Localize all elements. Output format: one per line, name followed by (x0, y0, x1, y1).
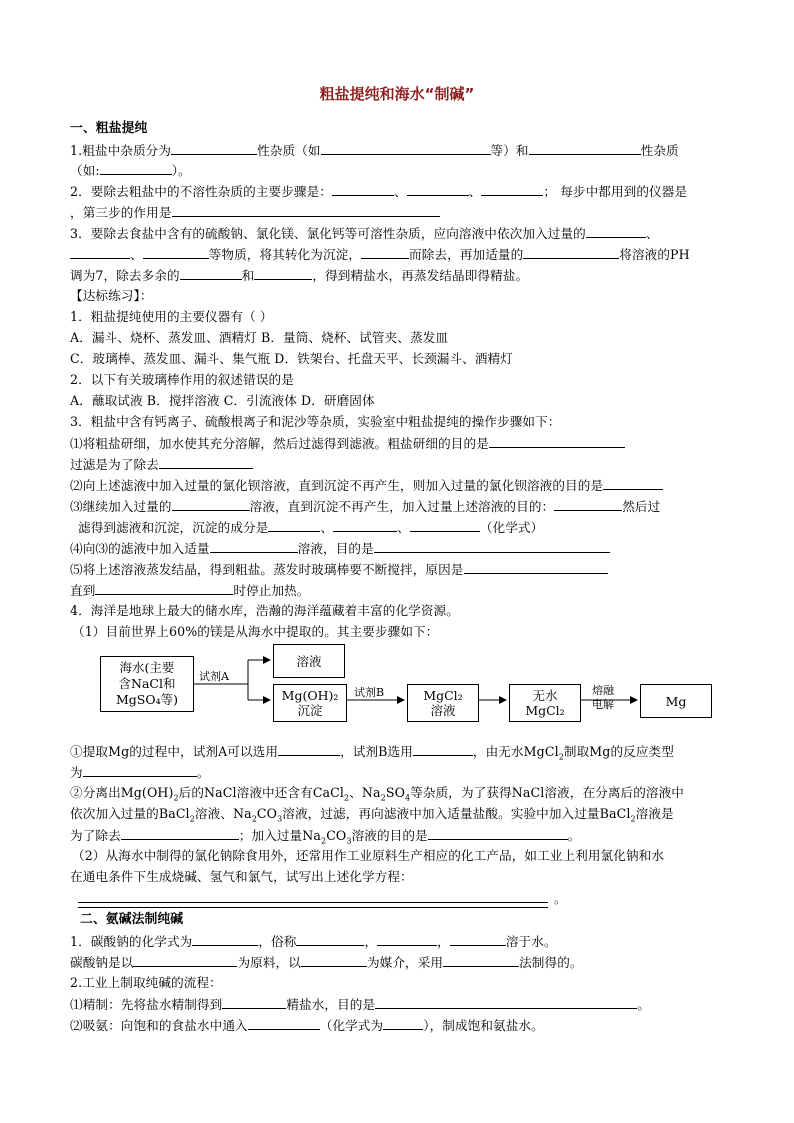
q4-sub-1: ①提取Mg的过程中，试剂A可以选用 ，试剂B选用 ，由无水MgCl$_2$制取Mg的反应类型 (70, 744, 674, 762)
s2-line-1: 1．碳酸钠的化学式为 ，俗称 ， ， 溶于水。 (70, 934, 557, 949)
flow-electrolysis-label: 熔融 电解 (592, 684, 614, 711)
answer-blank[interactable] (413, 742, 473, 756)
section-divider (78, 907, 548, 908)
q1: 1．粗盐提纯使用的主要仪器有（ ） (70, 309, 273, 324)
answer-blank[interactable] (83, 763, 197, 777)
q4-sub-1b: 为 。 (70, 765, 210, 780)
section-1-heading: 一、粗盐提纯 (70, 121, 148, 136)
answer-blank[interactable] (375, 995, 637, 1009)
s1-line-3: 2．要除去粗盐中的不溶性杂质的主要步骤是： 、 、 ； 每步中都用到的仪器是 (70, 184, 688, 199)
q4-part-1: （1）目前世界上60%的镁是从海水中提取的。其主要步骤如下： (72, 624, 439, 639)
answer-blank[interactable] (121, 826, 239, 840)
answer-blank[interactable] (428, 826, 568, 840)
q3-step-3: ⑶继续加入过量的 溶液，直到沉淀不再产生，加入过量上述溶液的目的： 然后过 (70, 499, 661, 514)
answer-blank[interactable] (443, 953, 519, 967)
answer-blank[interactable] (301, 953, 367, 967)
q3: 3．粗盐中含有钙离子、硫酸根离子和泥沙等杂质，实验室中粗盐提纯的操作步骤如下： (70, 414, 561, 429)
answer-blank[interactable] (192, 932, 258, 946)
answer-blank[interactable] (248, 1016, 320, 1030)
flow-reagent-b-label: 试剂B (354, 686, 385, 699)
answer-blank[interactable] (450, 932, 506, 946)
flow-mgoh2-box: Mg(OH)₂ 沉淀 (273, 684, 347, 722)
s1-line-1: 1.粗盐中杂质分为 性杂质（如 等）和 性杂质 (70, 143, 679, 158)
page-title: 粗盐提纯和海水“制碱” (319, 85, 475, 103)
q3-step-5b: 直到 时停止加热。 (70, 583, 310, 598)
answer-blank[interactable] (377, 932, 437, 946)
answer-blank[interactable] (296, 932, 364, 946)
practice-heading: 【达标练习】： (70, 288, 153, 303)
s1-line-7: 调为7，除去多余的 和 ，得到精盐水，再蒸发结晶即得精盐。 (70, 268, 529, 283)
q1-options-ab: A．漏斗、烧杯、蒸发皿、酒精灯 B．量筒、烧杯、试管夹、蒸发皿 (70, 330, 449, 345)
s1-line-6: 、 等物质，将其转化为沉淀， 而除去，再加适量的 将溶液的PH (70, 245, 690, 263)
q3-step-5: ⑸将上述溶液蒸发结晶，得到粗盐。蒸发时玻璃棒要不断搅拌，原因是 (70, 560, 608, 578)
q3-step-4: ⑷向⑶的滤液中加入适量 溶液，目的是 (70, 539, 610, 557)
q2: 2．以下有关玻璃棒作用的叙述错误的是 (70, 372, 294, 387)
q4-sub-2b: 依次加入过量的BaCl$_2$溶液、$Na_2CO_3$溶液，过滤，再向滤液中加入适量盐酸。实验中加入过量BaCl$_2$溶液是 (70, 806, 674, 824)
s2-line-2: 碳酸钠是以 为原料，以 为媒介，采用 法制得的。 (70, 955, 583, 970)
flow-reagent-a-label: 试剂A (199, 670, 229, 683)
flow-anhydrous-mgcl2-box: 无水 MgCl₂ (509, 684, 581, 722)
s2-line-3: 2.工业上制取纯碱的流程： (70, 975, 222, 990)
s1-line-2: （如: ）。 (70, 163, 191, 178)
q3-step-1: ⑴将粗盐研细，加水使其充分溶解，然后过滤得到滤液。粗盐研细的目的是 (70, 434, 625, 452)
flow-mgcl2-solution-box: MgCl₂ 溶液 (407, 684, 479, 722)
q4-sub-2c: 为了除去 ；加入过量$Na_2CO_3$溶液的目的是 。 (70, 828, 581, 846)
s1-line-4: ，第三步的作用是 (70, 203, 440, 221)
s2-line-5: ⑵吸氨：向饱和的食盐水中通入 （化学式为 ），制成饱和氨盐水。 (70, 1018, 544, 1033)
q3-step-1b: 过滤是为了除去 (70, 455, 253, 473)
q3-step-2: ⑵向上述滤液中加入过量的氯化钡溶液，直到沉淀不再产生，则加入过量的氯化钡溶液的目的是 (70, 476, 663, 494)
section-2-heading: 二、氨碱法制纯碱 (80, 912, 184, 927)
answer-blank[interactable] (222, 995, 286, 1009)
q4: 4．海洋是地球上最大的储水库，浩瀚的海洋蕴藏着丰富的化学资源。 (70, 603, 459, 618)
flow-seawater-box: 海水(主要 含NaCl和 MgSO₄等) (100, 656, 194, 712)
answer-blank[interactable] (278, 742, 340, 756)
q4-sub-2: ②分离出$Mg(OH)_2$后的NaCl溶液中还含有CaCl$_2$、$Na_2SO_4$等杂质，为了获得NaCl溶液，在分离后的溶液中 (70, 785, 684, 803)
q4-part-2b: 在通电条件下生成烧碱、氢气和氯气，试写出上述化学方程： (70, 869, 413, 884)
answer-blank[interactable] (383, 1016, 423, 1030)
s1-line-5: 3．要除去食盐中含有的硫酸钠、氯化镁、氯化钙等可溶性杂质，应向溶液中依次加入过量的 、 (70, 226, 659, 241)
answer-blank[interactable] (133, 953, 237, 967)
s2-line-4: ⑴精制：先将盐水精制得到 精盐水，目的是 。 (70, 997, 650, 1012)
answer-blank[interactable] (78, 889, 548, 903)
q4-part-2: （2）从海水中制得的氯化钠除食用外，还常用作工业原料生产相应的化工产品，如工业上利用氯化钠和水 (72, 848, 665, 863)
flow-mg-box: Mg (640, 684, 712, 718)
flow-solution-box: 溶液 (273, 644, 345, 678)
q1-options-cd: C．玻璃棒、蒸发皿、漏斗、集气瓶 D．铁架台、托盘天平、长颈漏斗、酒精灯 (70, 351, 513, 366)
q2-options: A．蘸取试液 B．搅拌溶液 C．引流液体 D．研磨固体 (70, 393, 375, 408)
q4-equation-line: 。 (70, 889, 567, 907)
q3-step-3b: 滤得到滤液和沉淀，沉淀的成分是 、 、 （化学式） (78, 520, 544, 535)
